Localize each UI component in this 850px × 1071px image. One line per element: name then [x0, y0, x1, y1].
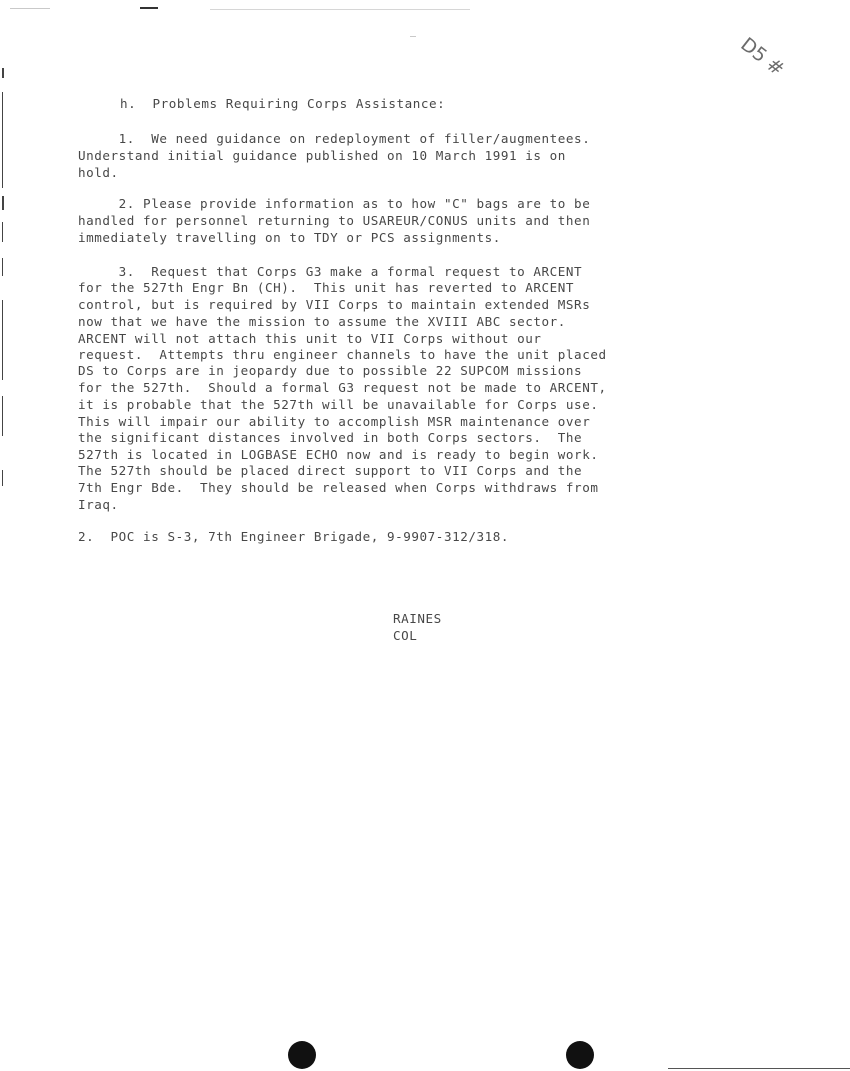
scan-edge-mark — [2, 68, 4, 78]
paragraph-line: 7th Engr Bde. They should be released when Corps withdraws from — [78, 480, 599, 495]
paragraph-line: ARCENT will not attach this unit to VII Corps without our — [78, 331, 542, 346]
paragraph-line: Understand initial guidance published on 10 March 1991 is on — [78, 148, 566, 163]
paragraph-line: 3. Request that Corps G3 make a formal request to ARCENT — [78, 264, 583, 279]
paragraph-line: it is probable that the 527th will be unavailable for Corps use. — [78, 397, 599, 412]
paragraph-line: for the 527th. Should a formal G3 request not be made to ARCENT, — [78, 380, 607, 395]
signature-rank: COL — [393, 628, 418, 643]
signature-name: RAINES — [393, 611, 442, 626]
handwritten-stamp: D5 # — [736, 33, 789, 81]
scan-mark — [410, 36, 416, 37]
paragraph-line: 527th is located in LOGBASE ECHO now and is ready to begin work. — [78, 447, 599, 462]
paragraph-line: 1. We need guidance on redeployment of filler/augmentees. — [78, 131, 591, 146]
scan-mark — [140, 7, 158, 9]
scan-edge-mark — [2, 470, 3, 486]
section-heading: h. Problems Requiring Corps Assistance: — [120, 96, 446, 111]
paragraph-line: handled for personnel returning to USAREUR/CONUS units and then — [78, 213, 591, 228]
punch-hole-right — [566, 1041, 594, 1069]
paragraph-line: 2. Please provide information as to how "C" bags are to be — [78, 196, 591, 211]
punch-hole-left — [288, 1041, 316, 1069]
paragraph-line: the significant distances involved in both Corps sectors. The — [78, 430, 583, 445]
scan-edge-mark — [2, 92, 3, 188]
paragraph-line: control, but is required by VII Corps to maintain extended MSRs — [78, 297, 591, 312]
scan-mark — [10, 8, 50, 9]
poc-line: 2. POC is S-3, 7th Engineer Brigade, 9-9907-312/318. — [78, 529, 509, 544]
paragraph-line: for the 527th Engr Bn (CH). This unit has reverted to ARCENT — [78, 280, 575, 295]
scan-mark — [210, 9, 470, 10]
scan-edge-mark — [2, 196, 4, 210]
paragraph-line: hold. — [78, 165, 119, 180]
paragraph-line: The 527th should be placed direct support to VII Corps and the — [78, 463, 583, 478]
paragraph-line: immediately travelling on to TDY or PCS assignments. — [78, 230, 501, 245]
scan-edge-mark — [2, 396, 3, 436]
scan-edge-mark — [2, 258, 3, 276]
paragraph-line: now that we have the mission to assume the XVIII ABC sector. — [78, 314, 566, 329]
bottom-rule — [668, 1068, 850, 1069]
paragraph-line: This will impair our ability to accomplish MSR maintenance over — [78, 414, 591, 429]
scan-edge-mark — [2, 300, 3, 380]
paragraph-line: request. Attempts thru engineer channels to have the unit placed — [78, 347, 607, 362]
paragraph-line: DS to Corps are in jeopardy due to possible 22 SUPCOM missions — [78, 363, 583, 378]
scan-edge-mark — [2, 222, 3, 242]
paragraph-line: Iraq. — [78, 497, 119, 512]
